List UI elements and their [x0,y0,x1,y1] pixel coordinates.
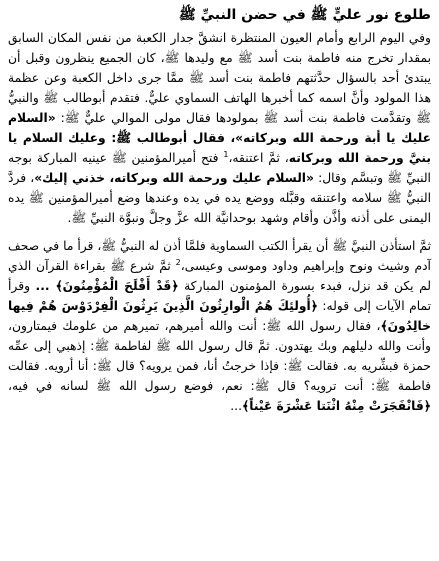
text-run: ، ثمَّ اعتنقه، [228,151,289,165]
bold-quote: ﴿قَدْ أَفْلَحَ الْمُؤْمِنُونَ﴾ ... [35,279,179,293]
section-heading: طلوع نور عليٍّ ﷺ في حضن النبيِّ ﷺ [178,7,431,23]
paragraph-2 [8,236,431,416]
text-run: ، فردَّ النبيُّ ﷺ سلامه واعتنقه وقبَّله ووضع يده في يده وعندها وضع أميرالمؤمنين ﷺ يده اليمنى على أذنه وأذَّن وأقام وشهد بوحدانيَّة الله عزَّ وجلَّ ونبوَّة النبيِّ ﷺ. [8,171,431,225]
paragraph-1 [8,28,431,228]
text-run: وفي اليوم الرابع وأمام العيون المنتظرة انشقَّ جدار الكعبة من نفس المكان السابق بمقدار تخرج منه فاطمة بنت أسد ﷺ مع وليدها ﷺ، كان الجميع ينظرون وقبل أن يبتدئ أحد بالسؤال حدَّثتهم فاطمة بنت أسد ﷺ ممَّا جرى داخل الكعبة وعن عظمة هذا المولود وأنَّ اسمه كما أخبرها الهاتف السماوي عليٌّ. فتقدم أبوطالب ﷺ والنبيُّ ﷺ وتقدَّمت فاطمة بنت أسد ﷺ بمولودها فقال مولى الموالي عليٌّ ﷺ: [8,31,431,125]
bold-quote: ﴿فَانْفَجَرَتْ مِنْهُ اثْنَتا عَشْرَةَ عَيْناً﴾ [242,399,431,413]
text-run: فتح أميرالمؤمنين ﷺ عينيه المباركة بوجه النبيِّ ﷺ وتبسَّم وقال: [8,151,431,185]
text-run: ، فقال رسول الله ﷺ: أنت والله أميرهم، تميرهم من علومك فيمتارون، وأنت والله دليلهم وبك يهتدون. ثمَّ قال رسول الله ﷺ لفاطمة ﷺ: إذهبي إلى عمِّه حمزة فبشِّريه به. فقالت ﷺ: فإذا خرجتُ أنا، فمن يرويه؟ قال ﷺ: أنا أرويه. فقالت فاطمة ﷺ: أنت ترويه؟ قال ﷺ: نعم، فوضع رسول الله ﷺ لسانه في فيه، [8,319,431,393]
footnote-marker: 2 [175,257,181,267]
bold-quote: «السلام عليك ورحمة الله وبركاته، خذني إليك» [34,171,314,185]
bold-quote: ﴿أُولئِكَ هُمُ الْوارِثُونَ الَّذِينَ يَرِثُونَ الْفِرْدَوْسَ هُمْ فِيها خالِدُونَ﴾ [8,299,431,333]
bold-quote: «السلام عليك يا أبة ورحمة الله وبركاته»، فقال أبوطالب ﷺ: وعليك السلام يا بنيَّ ورحمة الله وبركاته [8,111,431,165]
text-run: ... [230,399,242,413]
text-run: وقرأ تمام الآيات إلى قوله: [8,279,432,313]
footnote-marker: 1 [223,149,229,159]
text-run: ثمَّ شرع ﷺ بقراءة القرآن الذي لم يكن قد نزل، فبدء بسورة المؤمنون المباركة [8,259,431,293]
text-run: ثمَّ استأذن النبيَّ ﷺ أن يقرأ الكتب السماوية فلمَّا أذن له النبيُّ ﷺ، قرأ ما في صحف آدم وشيث ونوح وإبراهيم وداود وموسى وعيسى، [8,239,431,273]
